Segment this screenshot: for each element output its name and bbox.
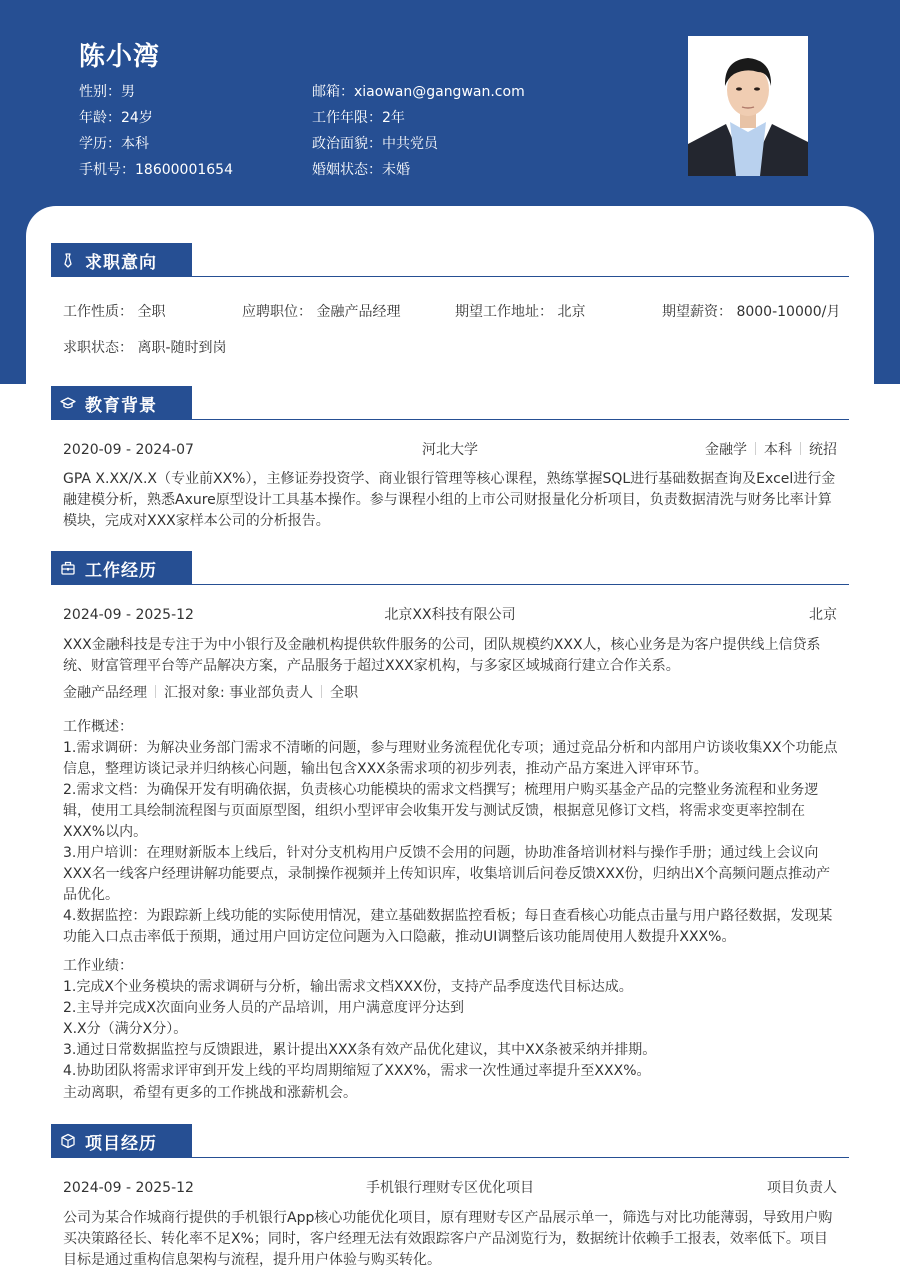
- divider: [800, 442, 801, 455]
- work-overview: [63, 717, 839, 948]
- overview-item: 2.需求文档：为确保开发有明确依据，负责核心功能模块的需求文档撰写；梳理用户购买基金产品的完整业务流程和业务逻辑，使用工具绘制流程图与页面原型图，组织小型评审会收集开发与测试反馈，根据意见修订文档，将需求变更率控制在XXX%以内。: [63, 782, 819, 840]
- overview-title: 工作概述：: [63, 719, 133, 735]
- leave-reason: 主动离职，希望有更多的工作挑战和涨薪机会。: [63, 1085, 357, 1101]
- project-role: 项目负责人: [767, 1180, 837, 1196]
- work-years-field: 工作年限：2年: [312, 110, 405, 126]
- portrait-image: [688, 36, 808, 176]
- report-to-tag: 汇报对象: 事业部负责人: [164, 685, 314, 701]
- company-name: 北京XX科技有限公司: [384, 607, 516, 623]
- section-tab: [51, 386, 192, 420]
- briefcase-icon: [60, 560, 76, 576]
- basic-info-right: [312, 81, 525, 185]
- company-intro: XXX金融科技是专注于为中小银行及金融机构提供软件服务的公司，团队规模约XXX人，核心业务是为客户提供线上信贷系统、财富管理平台等产品解决方案，产品服务于超过XXX家机构，与多家区域城商行建立合作关系。: [63, 637, 821, 674]
- job-type-field: 工作性质： 全职: [63, 304, 166, 320]
- cube-icon: [60, 1133, 76, 1149]
- work-entry-header: [63, 604, 837, 626]
- section-title: 教育背景: [85, 395, 157, 416]
- work-achievements: [63, 956, 839, 1082]
- target-location-field: 期望工作地址： 北京: [455, 304, 586, 320]
- employment-type-tag: 全职: [330, 685, 359, 701]
- phone-field: 手机号：18600001654: [79, 162, 233, 178]
- divider: [155, 685, 156, 698]
- marital-status-field: 婚姻状态：未婚: [312, 162, 410, 178]
- achievement-item: 2.主导并完成X次面向业务人员的产品培训，用户满意度评分达到: [63, 1000, 464, 1016]
- work-tags: [63, 682, 358, 704]
- work-period: 2024-09 - 2025-12: [63, 607, 194, 623]
- education-period: 2020-09 - 2024-07: [63, 442, 194, 458]
- achievement-item: 3.通过日常数据监控与反馈跟进，累计提出XXX条有效产品优化建议，其中XX条被采纳并排期。: [63, 1042, 657, 1058]
- section-header-job-intent: [51, 243, 849, 277]
- section-header-work: [51, 551, 849, 585]
- achievement-item: 1.完成X个业务模块的需求调研与分析，输出需求文档XXX份，支持产品季度迭代目标达成。: [63, 979, 633, 995]
- basic-info-left: [79, 81, 233, 185]
- age-field: 年龄：24岁: [79, 110, 153, 126]
- overview-item: 3.用户培训：在理财新版本上线后，针对分支机构用户反馈不会用的问题，协助准备培训材料与操作手册；通过线上会议向XXX名一线客户经理讲解功能要点，录制操作视频并上传知识库，收集培训后问卷反馈XXX份，归纳出X个高频问题点推动产品优化。: [63, 845, 831, 903]
- education-tags: [705, 439, 837, 461]
- section-title: 工作经历: [85, 560, 157, 581]
- job-title-tag: 金融产品经理: [63, 685, 147, 701]
- section-header-project: [51, 1124, 849, 1158]
- email-field: 邮箱：xiaowan@gangwan.com: [312, 84, 525, 100]
- project-entry-header: [63, 1177, 837, 1199]
- overview-item: 4.数据监控：为跟踪新上线功能的实际使用情况，建立基础数据监控看板；每日查看核心功能点击量与用户路径数据，发现某功能入口点击率低于预期，通过用户回访定位问题为入口隐蔽，推动UI调整后该功能周使用人数提升XXX%。: [63, 908, 833, 945]
- section-tab: [51, 1124, 192, 1158]
- tie-icon: [60, 252, 76, 268]
- section-title: 求职意向: [85, 252, 157, 273]
- work-location: 北京: [809, 607, 837, 623]
- section-tab: [51, 551, 192, 585]
- project-name: 手机银行理财专区优化项目: [366, 1180, 534, 1196]
- graduation-cap-icon: [60, 395, 76, 411]
- achievement-item: 4.协助团队将需求评审到开发上线的平均周期缩短了XXX%，需求一次性通过率提升至XXX%。: [63, 1063, 651, 1079]
- achievements-title: 工作业绩：: [63, 958, 133, 974]
- degree-tag: 本科: [764, 442, 792, 458]
- overview-item: 1.需求调研：为解决业务部门需求不清晰的问题，参与理财业务流程优化专项；通过竞品分析和内部用户访谈收集XX个功能点信息，整理访谈记录并归纳核心问题，输出包含XXX条需求项的初步列表，推动产品方案进入评审环节。: [63, 740, 838, 777]
- profile-photo: [688, 36, 808, 176]
- section-tab: [51, 243, 192, 277]
- gender-field: 性别：男: [79, 84, 135, 100]
- section-title: 项目经历: [85, 1133, 157, 1154]
- section-header-education: [51, 386, 849, 420]
- education-description: GPA X.XX/X.X（专业前XX%），主修证券投资学、商业银行管理等核心课程，熟练掌握SQL进行基础数据查询及Excel进行金融建模分析，熟悉Axure原型设计工具基本操作。参与课程小组的上市公司财报量化分析项目，负责数据清洗与财务比率计算模块，完成对XXX家样本公司的分析报告。: [63, 471, 836, 529]
- school-name: 河北大学: [422, 442, 478, 458]
- target-position-field: 应聘职位： 金融产品经理: [242, 304, 401, 320]
- education-level-field: 学历：本科: [79, 136, 149, 152]
- education-entry-header: [63, 439, 837, 461]
- job-status-field: 求职状态： 离职-随时到岗: [63, 340, 227, 356]
- enrollment-tag: 统招: [809, 442, 837, 458]
- divider: [321, 685, 322, 698]
- project-period: 2024-09 - 2025-12: [63, 1180, 194, 1196]
- expected-salary-field: 期望薪资： 8000-10000/月: [662, 304, 841, 320]
- divider: [755, 442, 756, 455]
- political-status-field: 政治面貌：中共党员: [312, 136, 438, 152]
- achievement-item: X.X分（满分X分）。: [63, 1021, 188, 1037]
- project-description: 公司为某合作城商行提供的手机银行App核心功能优化项目，原有理财专区产品展示单一，筛选与对比功能薄弱，导致用户购买决策路径长、转化率不足X%；同时，客户经理无法有效跟踪客户产品浏览行为，数据统计依赖手工报表，效率低下。项目目标是通过重构信息架构与流程，提升用户体验与购买转化。: [63, 1210, 833, 1268]
- major-tag: 金融学: [705, 442, 747, 458]
- candidate-name: 陈小湾: [79, 42, 161, 72]
